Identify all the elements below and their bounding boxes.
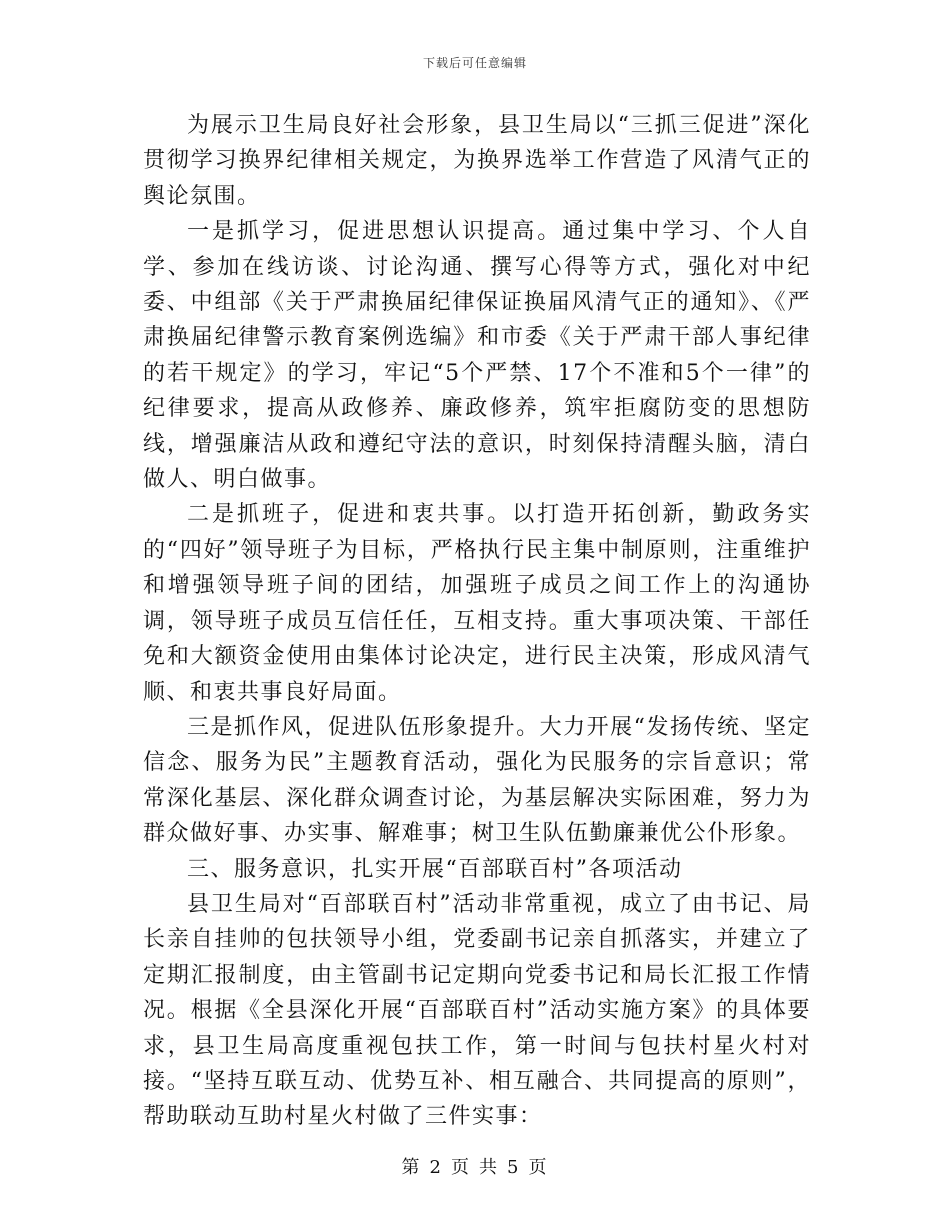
footer-total-pages: 5 [507,1157,521,1178]
footer-page-unit: 页 [451,1157,471,1178]
paragraph-workstyle: 三是抓作风，促进队伍形象提升。大力开展“发扬传统、坚定信念、服务为民”主题教育活动，强化为民服务的宗旨意识；常常深化基层、深化群众调查讨论，为基层解决实际困难，努力为群众做好事、办实事、解难事；树卫生队伍勤廉兼优公仆形象。 [143,714,811,847]
header-note: 下载后可任意编辑 [422,56,527,70]
document-body [143,108,811,1135]
footer-total-prefix: 共 [479,1157,499,1178]
paragraph-village-program: 县卫生局对“百部联百村”活动非常重视，成立了由书记、局长亲自挂帅的包扶领导小组，党委副书记亲自抓落实，并建立了定期汇报制度，由主管副书记定期向党委书记和局长汇报工作情况。根据《全县深化开展“百部联百村”活动实施方案》的具体要求，县卫生局高度重视包扶工作，第一时间与包扶村星火村对接。“坚持互联互动、优势互补、相互融合、共同提高的原则”，帮助联动互助村星火村做了三件实事： [143,891,811,1130]
page-footer [0,1153,950,1179]
section-heading: 三、服务意识，扎实开展“百部联百村”各项活动 [187,856,683,882]
footer-suffix: 页 [528,1157,549,1178]
paragraph-leadership: 二是抓班子，促进和衷共事。以打造开拓创新，勤政务实的“四好”领导班子为目标，严格执行民主集中制原则，注重维护和增强领导班子间的团结，加强班子成员之间工作上的沟通协调，领导班子成员互信任任，互相支持。重大事项决策、干部任免和大额资金使用由集体讨论决定，进行民主决策，形成风清气顺、和衷共事良好局面。 [143,502,811,705]
footer-page-number: 2 [429,1157,443,1178]
paragraph-intro: 为展示卫生局良好社会形象，县卫生局以“三抓三促进”深化贯彻学习换界纪律相关规定，为换界选举工作营造了风清气正的舆论氛围。 [143,113,811,209]
paragraph-study: 一是抓学习，促进思想认识提高。通过集中学习、个人自学、参加在线访谈、讨论沟通、撰写心得等方式，强化对中纪委、中组部《关于严肃换届纪律保证换届风清气正的通知》、《严肃换届纪律警示教育案例选编》和市委《关于严肃干部人事纪律的若干规定》的学习，牢记“5个严禁、17个不准和5个一律”的纪律要求，提高从政修养、廉政修养，筑牢拒腐防变的思想防线，增强廉洁从政和遵纪守法的意识，时刻保持清醒头脑，清白做人、明白做事。 [143,219,811,493]
footer-prefix: 第 [401,1157,422,1178]
